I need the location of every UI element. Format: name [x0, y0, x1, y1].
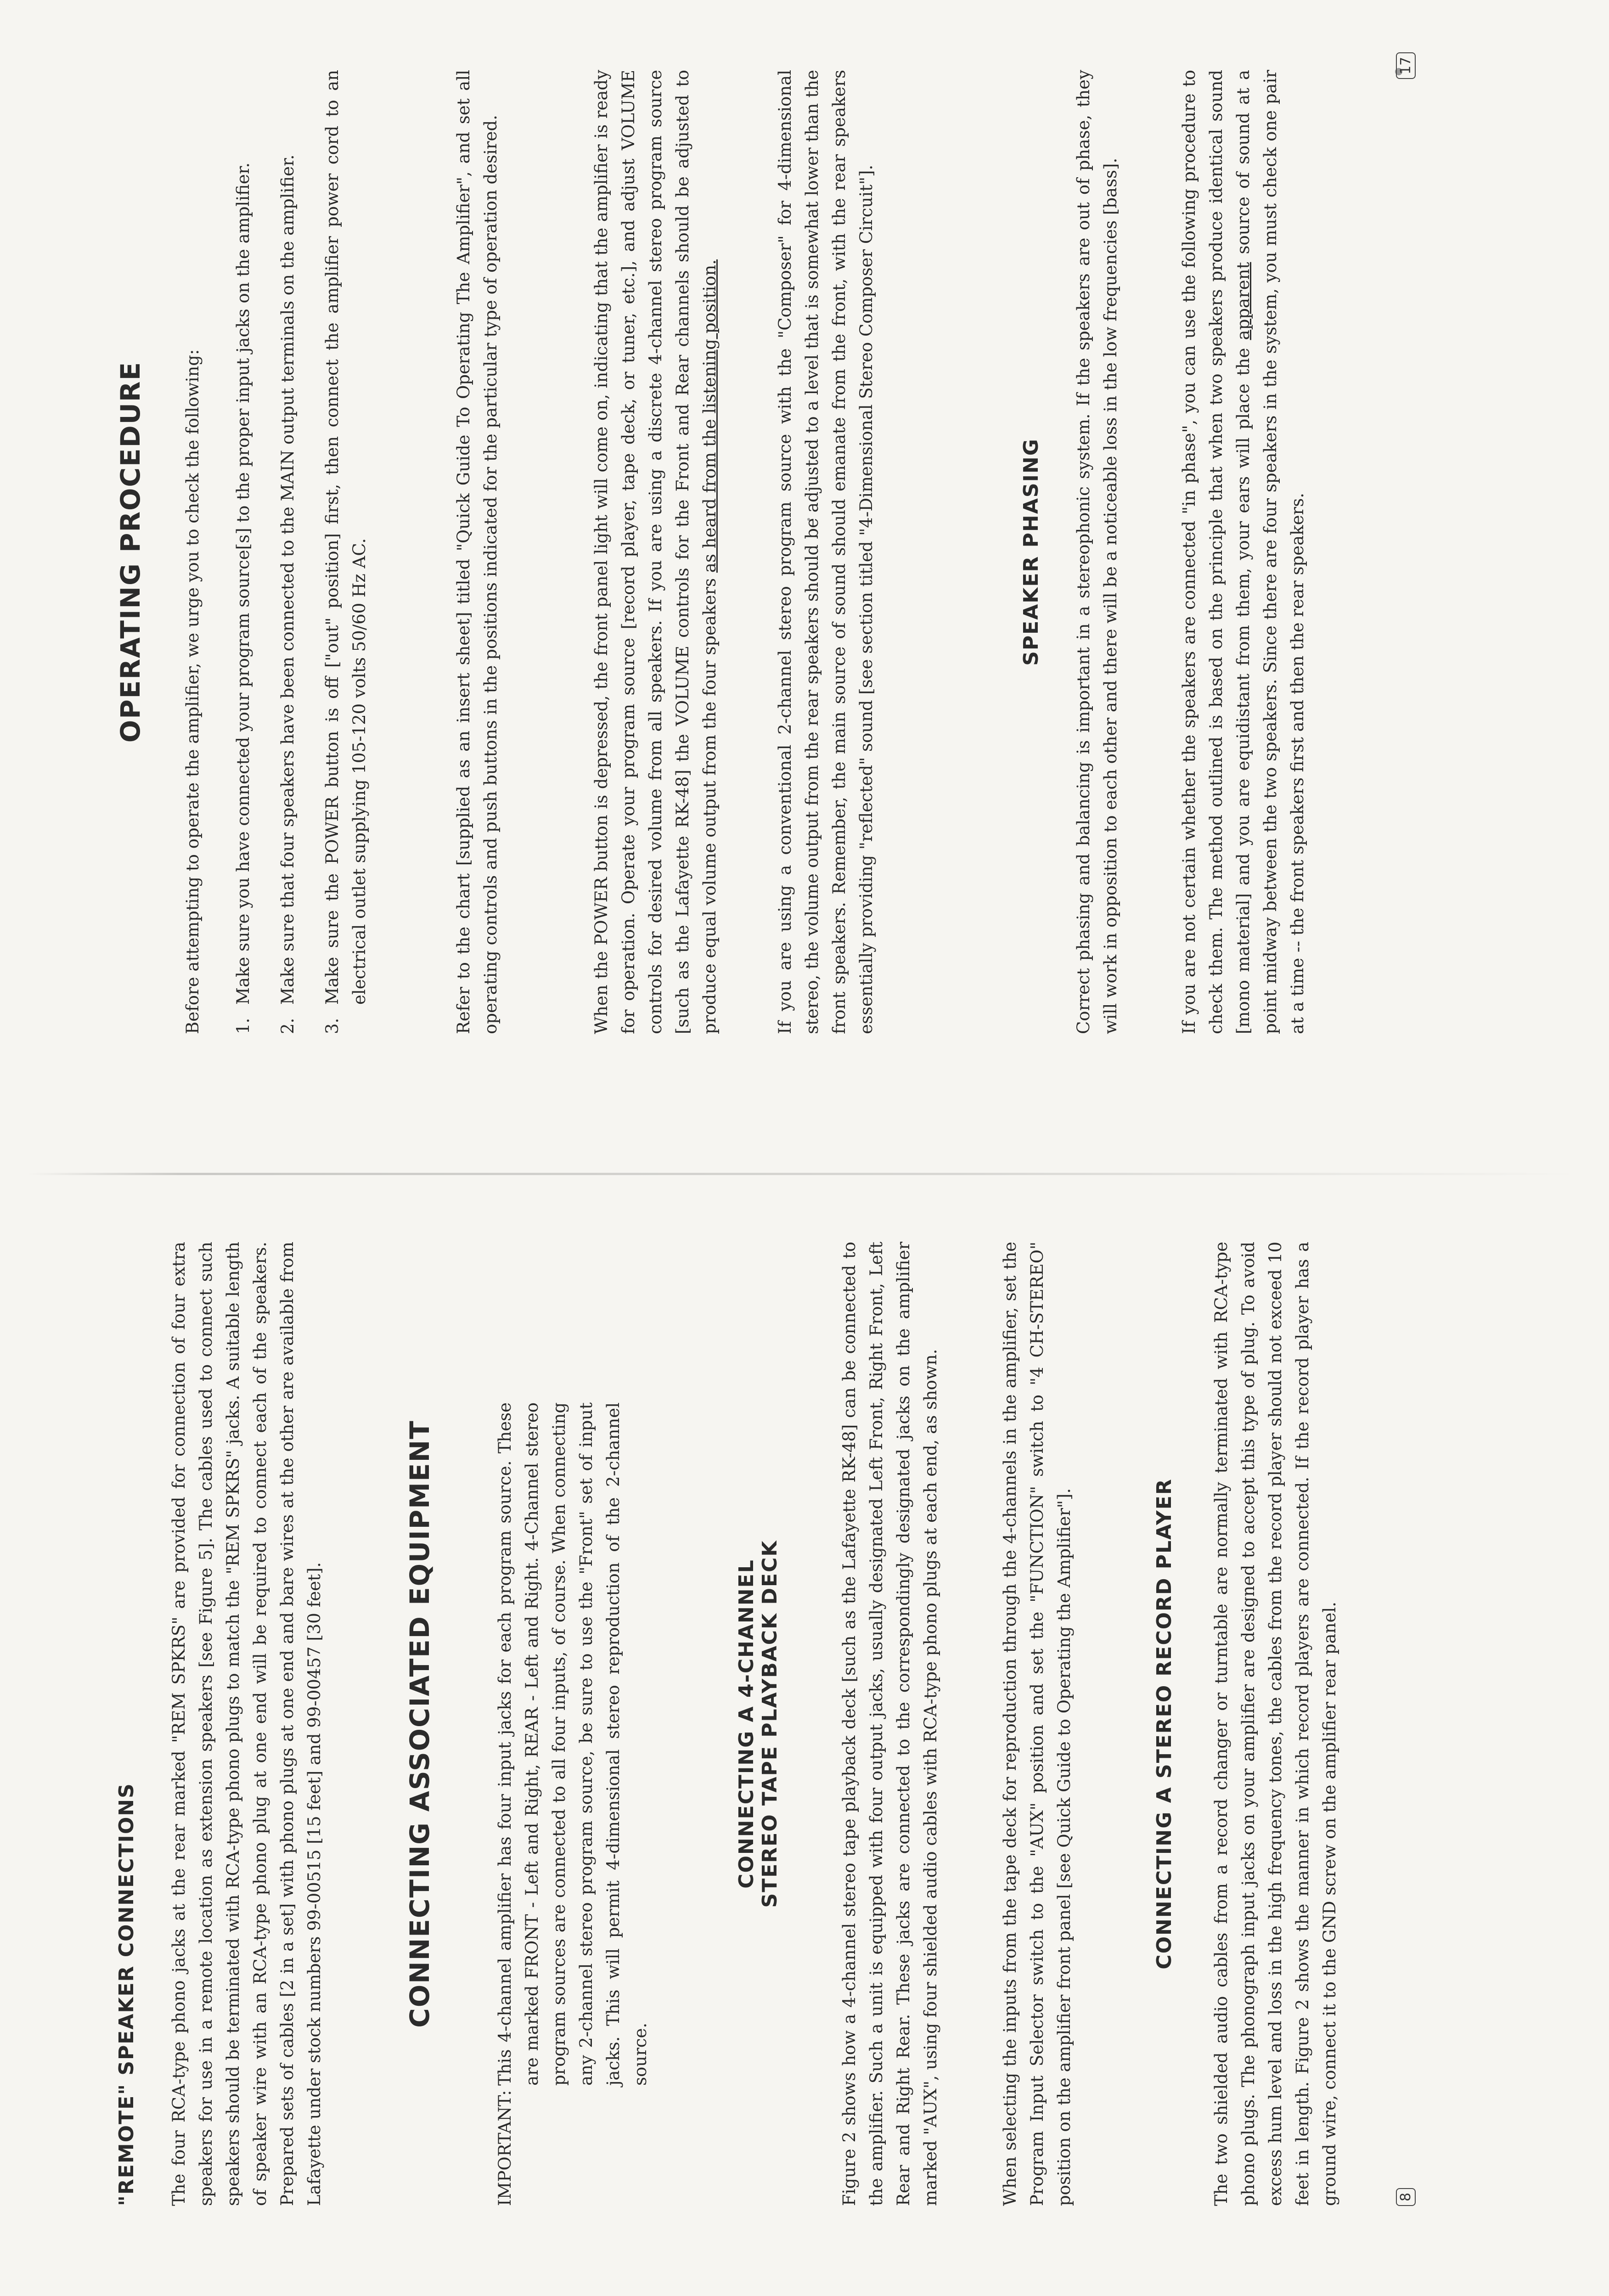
tape-para-2: When selecting the inputs from the tape deck for reproduction through the 4-channels in the amplifier, set the Program Input Selector switch to the "AUX" position and set the "FUNCTION" switch to "4 CH-STEREO" position on the amplifier front panel [see Quick Guide to Operating the Amplifier"].: [1000, 1242, 1074, 2206]
record-body: The two shielded audio cables from a record changer or turntable are normally terminated with RCA-type phono plugs. The phonograph input jacks on your amplifier are designed to accept this type of plug. To avoid excess hum level and loss in the high frequency tones, the cables from the record player should not exceed 10 feet in length. Figure 2 shows the manner in which record players are connected. If the record player has a ground wire, connect it to the GND screw on the amplifier rear panel.: [1211, 1242, 1339, 2206]
apparent-underlined: apparent: [1233, 262, 1253, 340]
tape-heading-line1: CONNECTING A 4-CHANNEL: [735, 1559, 758, 1889]
phasing-para-1: Correct phasing and balancing is important in a stereophonic system. If the speakers are out of phase, they will work in opposition to each other and there will be a noticeable loss in the low frequencies [bass].: [1074, 70, 1120, 1034]
remote-body: The four RCA-type phono jacks at the rear marked "REM SPKRS" are provided for connection of four extra speakers for use in a remote location as extension speakers [see Figure 5]. The cables used to connect such speakers should be terminated with RCA-type phono plugs to match the "REM SPKRS" jacks. A suitable length of speaker wire with an RCA-type phono plug at one end will be required to connect each of the speakers. Prepared sets of cables [2 in a set] with phono plugs at one end and bare wires at the other are available from Lafayette under stock numbers 99-00515 [15 feet] and 99-00457 [30 feet].: [169, 1242, 324, 2206]
checklist-item: 3. Make sure the POWER button is off ["out" position] first, then connect the amplifier power cord to an electrical outlet supplying 105-120 volts 50/60 Hz AC.: [322, 70, 369, 1034]
important-label: IMPORTANT:: [495, 2090, 515, 2206]
tape-para-1: Figure 2 shows how a 4-channel stereo tape playback deck [such as the Lafayette RK-48] can be connected to the amplifier. Such a unit is equipped with four output jacks, usually designated Left Front, Right Front, Left Rear and Right Rear. These jacks are connected to the correspondingly designated jacks on the amplifier marked "AUX", using four shielded audio cables with RCA-type phono plugs at each end, as shown.: [839, 1242, 940, 2206]
checklist-item: 1. Make sure you have connected your program source[s] to the proper input jacks on the amplifier.: [233, 162, 253, 1034]
important-note: [491, 1402, 654, 2206]
power-para: When the POWER button is depressed, the front panel light will come on, indicating that the amplifier is ready for operation. Operate your program source [record player, tape deck, or tuner, etc.], and adjust VOLUME controls for desired volume from all speakers. If you are using a discrete 4-channel stereo program source [such as the Lafayette RK-48] the VOLUME controls for the Front and Rear channels should be adjusted to produce equal volume output from the four speakers as heard from the listening position.: [591, 70, 720, 1034]
remote-heading: "REMOTE" SPEAKER CONNECTIONS: [115, 1783, 138, 2206]
record-heading: CONNECTING A STEREO RECORD PLAYER: [1153, 1478, 1176, 1970]
page-number-17: 17: [1396, 52, 1416, 79]
checklist-item: 2. Make sure that four speakers have been connected to the MAIN output terminals on the amplifier.: [278, 154, 298, 1034]
page-fold: [28, 1173, 1580, 1175]
operating-heading: OPERATING PROCEDURE: [115, 361, 146, 743]
left-page: [0, 1172, 1609, 2296]
page-number-8: 8: [1396, 2188, 1416, 2206]
associated-heading: CONNECTING ASSOCIATED EQUIPMENT: [404, 1420, 435, 2028]
phasing-para-2: If you are not certain whether the speakers are connected "in phase", you can use the following procedure to check them. The method outlined is based on the principle that when two speakers produce identical sound [mono material] and you are equidistant from them, your ears will place the apparent source of sound at a point midway between the two speakers. Since there are four speakers in the system, you must check one pair at a time -- the front speakers first and then the rear speakers.: [1179, 70, 1307, 1034]
tape-heading-line2: STEREO TAPE PLAYBACK DECK: [758, 1540, 782, 1908]
listening-position-underlined: as heard from the listening position.: [700, 259, 720, 573]
phasing-heading: SPEAKER PHASING: [1019, 438, 1043, 666]
important-body: This 4-channel amplifier has four input jacks for each program source. These are marked FRONT - Left and Right, REAR - Left and Right. 4-Channel stereo program sources are connected to all four inputs, of course. When connecting any 2-channel stereo program source, be sure to use the "Front" set of input jacks. This will permit 4-dimensional stereo reproduction of the 2-channel source.: [495, 1402, 650, 2086]
checklist: [230, 70, 390, 1034]
tape-heading: [735, 1242, 782, 2206]
composer-para: If you are using a conventional 2-channel stereo program source with the "Composer" for 4-dimensional stereo, the volume output from the rear speakers should be adjusted to a level that is somewhat lower than the front speakers. Remember, the main source of sound should emanate from the front, with the rear speakers essentially providing "reflected" sound [see section titled "4-Dimensional Stereo Composer Circuit"].: [775, 70, 876, 1034]
operating-intro: Before attempting to operate the amplifier, we urge you to check the following:: [183, 349, 203, 1034]
refer-para: Refer to the chart [supplied as an insert sheet] titled "Quick Guide To Operating The Amplifier", and set all operating controls and push buttons in the positions indicated for the particular type of operation desired.: [454, 70, 501, 1034]
